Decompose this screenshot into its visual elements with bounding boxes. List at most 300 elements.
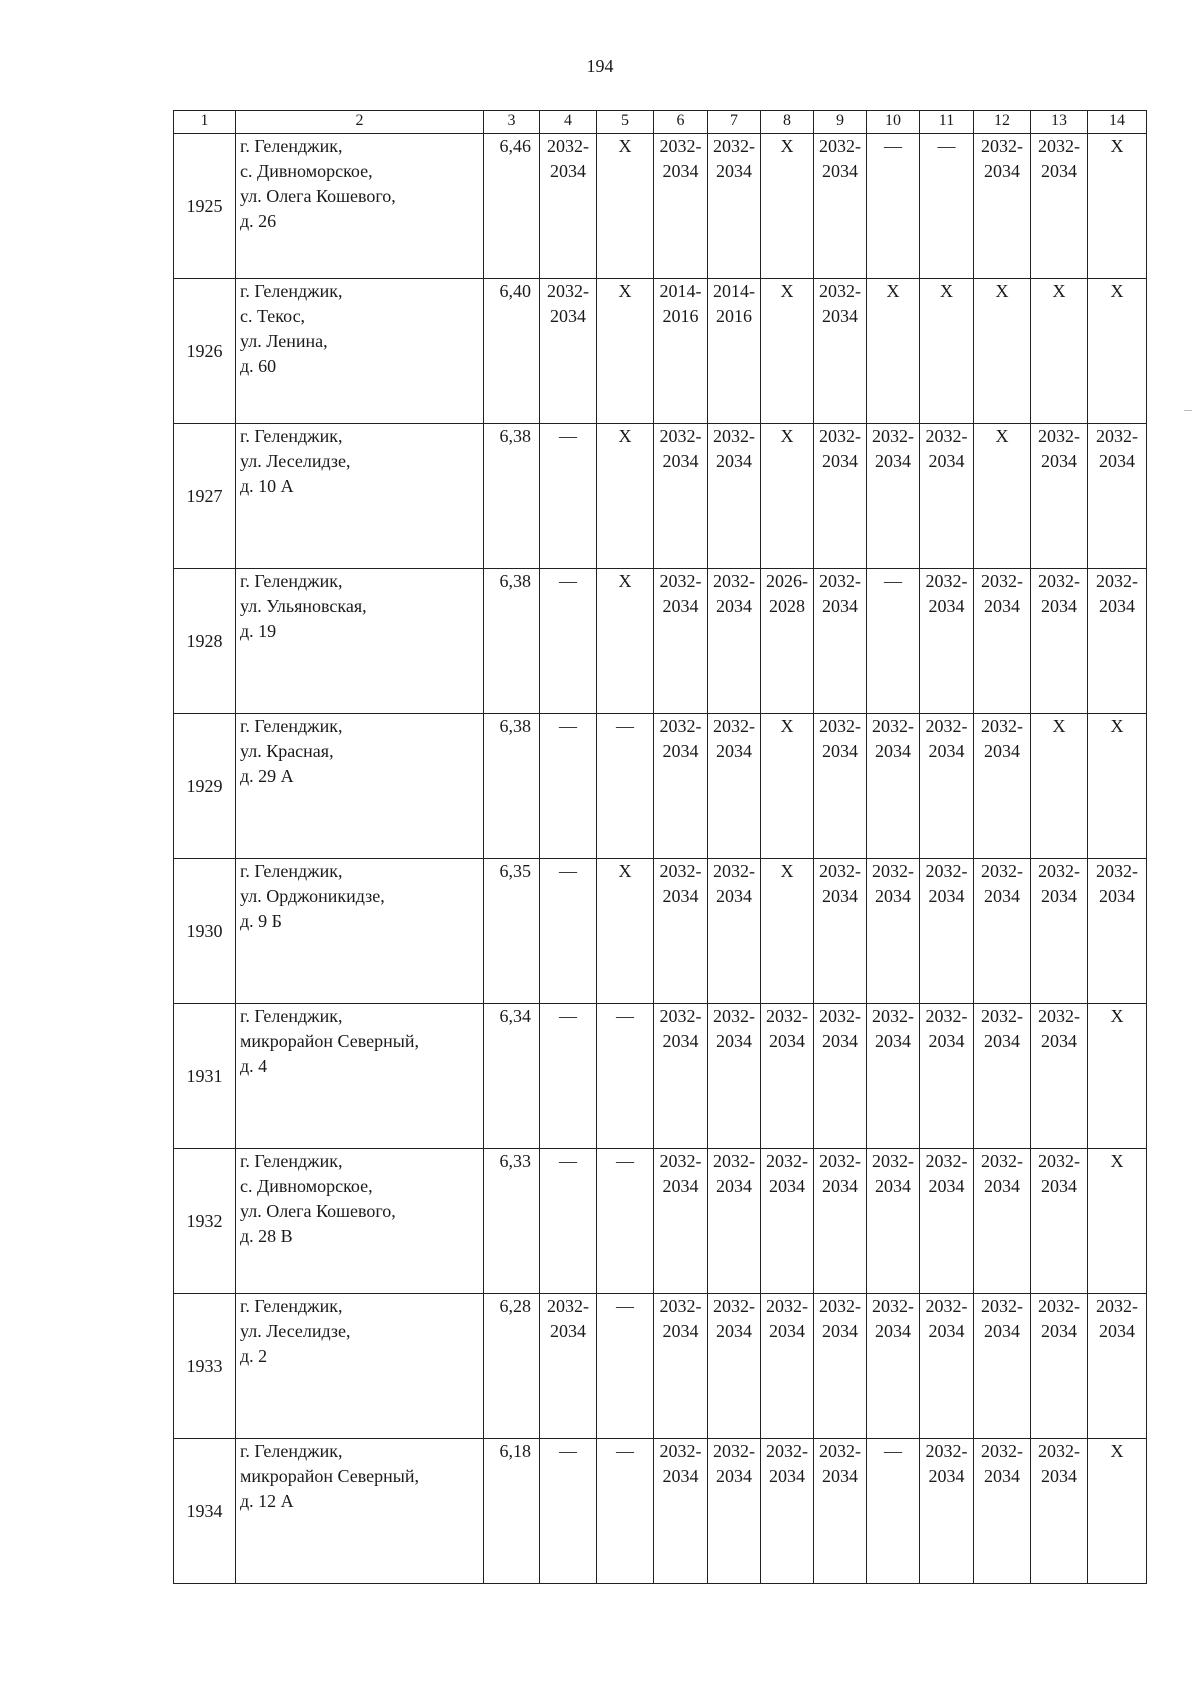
address-line: д. 9 Б <box>240 911 282 931</box>
address-cell <box>236 1439 484 1584</box>
x-cell: X <box>1088 1004 1147 1149</box>
period-end: 2034 <box>875 1176 911 1196</box>
address-line: г. Геленджик, <box>240 1296 343 1316</box>
x-cell: X <box>597 134 654 279</box>
period-start: 2032- <box>547 136 589 156</box>
period-end: 2034 <box>769 1466 805 1486</box>
period-end: 2034 <box>716 1031 752 1051</box>
period-cell <box>974 1294 1031 1439</box>
period-end: 2034 <box>1041 161 1077 181</box>
period-end: 2034 <box>928 1466 965 1486</box>
period-end: 2034 <box>716 161 752 181</box>
dash-cell: — <box>597 1294 654 1439</box>
period-start: 2032- <box>872 1006 914 1026</box>
period-cell <box>1031 1004 1088 1149</box>
rate-cell: 6,18 <box>484 1439 540 1584</box>
period-start: 2032- <box>981 1006 1023 1026</box>
dash-cell: — <box>867 569 920 714</box>
address-line: с. Дивноморское, <box>240 161 373 181</box>
period-start: 2032- <box>872 1296 914 1316</box>
period-start: 2032- <box>713 426 755 446</box>
period-start: 2032- <box>547 281 589 301</box>
address-line: с. Дивноморское, <box>240 1176 373 1196</box>
period-start: 2032- <box>713 1006 755 1026</box>
rate-cell: 6,38 <box>484 714 540 859</box>
period-cell <box>814 424 867 569</box>
period-start: 2032- <box>713 571 755 591</box>
column-header-8: 8 <box>761 111 814 134</box>
period-cell <box>920 1439 974 1584</box>
period-end: 2034 <box>716 451 752 471</box>
rate-cell: 6,46 <box>484 134 540 279</box>
address-cell <box>236 424 484 569</box>
dash-cell: — <box>540 1004 597 1149</box>
column-header-2: 2 <box>236 111 484 134</box>
period-cell <box>814 1004 867 1149</box>
period-start: 2032- <box>819 1006 861 1026</box>
period-end: 2034 <box>1041 1321 1077 1341</box>
period-cell <box>1088 569 1147 714</box>
column-header-5: 5 <box>597 111 654 134</box>
period-end: 2034 <box>1099 1321 1135 1341</box>
period-start: 2032- <box>713 861 755 881</box>
period-end: 2034 <box>1041 1176 1077 1196</box>
column-header-1: 1 <box>174 111 236 134</box>
column-header-10: 10 <box>867 111 920 134</box>
dash-cell: — <box>597 714 654 859</box>
period-cell <box>1031 1439 1088 1584</box>
period-end: 2034 <box>716 886 752 906</box>
dash-cell: — <box>597 1439 654 1584</box>
rate-cell: 6,33 <box>484 1149 540 1294</box>
column-header-13: 13 <box>1031 111 1088 134</box>
address-cell <box>236 714 484 859</box>
scan-artifact <box>1184 410 1192 411</box>
row-number: 1932 <box>174 1149 236 1294</box>
period-start: 2014- <box>713 281 755 301</box>
address-line: ул. Ульяновская, <box>240 596 367 616</box>
period-start: 2032- <box>713 1151 755 1171</box>
address-line: ул. Красная, <box>240 741 334 761</box>
period-start: 2032- <box>925 1006 968 1026</box>
period-start: 2032- <box>925 716 968 736</box>
period-cell <box>920 1294 974 1439</box>
period-start: 2032- <box>925 1441 968 1461</box>
period-cell <box>1031 1294 1088 1439</box>
period-cell <box>867 1004 920 1149</box>
period-start: 2032- <box>872 426 914 446</box>
period-cell <box>814 569 867 714</box>
period-cell <box>1088 859 1147 1004</box>
address-cell <box>236 1149 484 1294</box>
period-start: 2032- <box>659 1151 702 1171</box>
period-cell <box>867 714 920 859</box>
period-cell <box>974 1149 1031 1294</box>
period-start: 2032- <box>1038 1151 1080 1171</box>
address-line: г. Геленджик, <box>240 861 343 881</box>
period-cell <box>654 569 708 714</box>
x-cell: X <box>597 279 654 424</box>
period-start: 2032- <box>1038 1296 1080 1316</box>
column-header-9: 9 <box>814 111 867 134</box>
address-line: ул. Леселидзе, <box>240 451 351 471</box>
period-end: 2034 <box>662 161 699 181</box>
address-line: г. Геленджик, <box>240 1441 343 1461</box>
period-end: 2034 <box>984 596 1020 616</box>
period-cell <box>654 279 708 424</box>
x-cell: X <box>761 859 814 1004</box>
period-end: 2034 <box>875 886 911 906</box>
period-cell <box>708 279 761 424</box>
period-start: 2032- <box>713 1296 755 1316</box>
period-cell <box>814 279 867 424</box>
period-end: 2034 <box>662 1466 699 1486</box>
table-row <box>174 569 1147 714</box>
period-end: 2034 <box>822 1176 858 1196</box>
period-start: 2032- <box>1038 1006 1080 1026</box>
table-body <box>174 111 1147 1584</box>
period-start: 2032- <box>819 1151 861 1171</box>
period-end: 2034 <box>984 1031 1020 1051</box>
period-start: 2032- <box>981 1151 1023 1171</box>
period-end: 2034 <box>769 1321 805 1341</box>
period-start: 2032- <box>1096 571 1138 591</box>
period-cell <box>708 569 761 714</box>
row-number: 1931 <box>174 1004 236 1149</box>
period-end: 2034 <box>822 1031 858 1051</box>
period-end: 2034 <box>822 161 858 181</box>
period-start: 2032- <box>925 1296 968 1316</box>
period-start: 2032- <box>872 861 914 881</box>
address-cell <box>236 569 484 714</box>
period-start: 2032- <box>819 861 861 881</box>
period-cell <box>920 569 974 714</box>
period-end: 2034 <box>716 1466 752 1486</box>
period-end: 2034 <box>928 596 965 616</box>
period-cell <box>1031 1149 1088 1294</box>
period-cell <box>867 1149 920 1294</box>
period-start: 2032- <box>713 136 755 156</box>
address-line: г. Геленджик, <box>240 571 343 591</box>
x-cell: X <box>1031 279 1088 424</box>
period-start: 2032- <box>819 1296 861 1316</box>
period-start: 2032- <box>1038 426 1080 446</box>
period-cell <box>974 569 1031 714</box>
period-end: 2034 <box>1041 886 1077 906</box>
period-cell <box>540 134 597 279</box>
period-start: 2032- <box>1096 426 1138 446</box>
x-cell: X <box>1088 134 1147 279</box>
period-cell <box>974 1439 1031 1584</box>
period-cell <box>974 859 1031 1004</box>
period-start: 2032- <box>766 1441 808 1461</box>
period-start: 2032- <box>766 1296 808 1316</box>
period-start: 2032- <box>659 426 702 446</box>
address-line: г. Геленджик, <box>240 1006 343 1026</box>
rate-cell: 6,35 <box>484 859 540 1004</box>
period-start: 2032- <box>981 136 1023 156</box>
period-end: 2034 <box>928 741 965 761</box>
dash-cell: — <box>540 1439 597 1584</box>
period-cell <box>761 1149 814 1294</box>
period-cell <box>654 859 708 1004</box>
column-header-12: 12 <box>974 111 1031 134</box>
table-row <box>174 1149 1147 1294</box>
x-cell: X <box>597 859 654 1004</box>
period-end: 2016 <box>716 306 752 326</box>
address-line: д. 60 <box>240 356 277 376</box>
period-cell <box>654 1294 708 1439</box>
address-line: микрорайон Северный, <box>240 1031 419 1051</box>
period-end: 2034 <box>928 1031 965 1051</box>
address-line: г. Геленджик, <box>240 281 343 301</box>
row-number: 1928 <box>174 569 236 714</box>
period-start: 2032- <box>925 571 968 591</box>
period-end: 2034 <box>550 1321 586 1341</box>
period-start: 2032- <box>659 716 702 736</box>
dash-cell: — <box>540 859 597 1004</box>
x-cell: X <box>597 569 654 714</box>
period-end: 2034 <box>550 161 586 181</box>
period-cell <box>867 424 920 569</box>
period-end: 2034 <box>875 1321 911 1341</box>
period-end: 2034 <box>662 1176 699 1196</box>
rate-cell: 6,38 <box>484 569 540 714</box>
period-end: 2034 <box>875 1031 911 1051</box>
header-row <box>174 111 1147 134</box>
period-start: 2032- <box>1038 571 1080 591</box>
period-cell <box>814 859 867 1004</box>
address-line: с. Текос, <box>240 306 306 326</box>
period-end: 2034 <box>1099 596 1135 616</box>
period-end: 2034 <box>984 886 1020 906</box>
address-line: д. 28 В <box>240 1226 293 1246</box>
dash-cell: — <box>540 424 597 569</box>
address-line: д. 29 А <box>240 766 294 786</box>
period-start: 2032- <box>925 426 968 446</box>
row-number: 1930 <box>174 859 236 1004</box>
dash-cell: — <box>597 1004 654 1149</box>
period-start: 2032- <box>547 1296 589 1316</box>
period-end: 2034 <box>662 886 699 906</box>
period-cell <box>708 714 761 859</box>
period-end: 2034 <box>662 1321 699 1341</box>
period-start: 2032- <box>766 1006 808 1026</box>
period-cell <box>708 1439 761 1584</box>
period-end: 2034 <box>769 1031 805 1051</box>
period-end: 2034 <box>822 741 858 761</box>
period-start: 2032- <box>819 571 861 591</box>
repair-schedule-table <box>173 110 1147 1584</box>
address-line: д. 12 А <box>240 1491 294 1511</box>
period-end: 2034 <box>716 741 752 761</box>
period-start: 2032- <box>1096 1296 1138 1316</box>
period-end: 2034 <box>1041 451 1077 471</box>
period-start: 2032- <box>819 281 861 301</box>
table-row <box>174 859 1147 1004</box>
x-cell: X <box>761 279 814 424</box>
table-row <box>174 714 1147 859</box>
period-cell <box>708 134 761 279</box>
address-line: ул. Орджоникидзе, <box>240 886 385 906</box>
period-start: 2032- <box>659 571 702 591</box>
period-cell <box>654 1149 708 1294</box>
period-end: 2034 <box>984 741 1020 761</box>
period-end: 2034 <box>822 886 858 906</box>
address-cell <box>236 859 484 1004</box>
address-line: г. Геленджик, <box>240 1151 343 1171</box>
period-end: 2034 <box>822 306 858 326</box>
address-line: г. Геленджик, <box>240 426 343 446</box>
period-end: 2034 <box>1099 886 1135 906</box>
address-cell <box>236 134 484 279</box>
period-end: 2034 <box>984 1466 1020 1486</box>
period-end: 2034 <box>662 451 699 471</box>
period-cell <box>920 859 974 1004</box>
period-end: 2028 <box>769 596 805 616</box>
column-header-7: 7 <box>708 111 761 134</box>
period-start: 2032- <box>766 1151 808 1171</box>
address-line: ул. Леселидзе, <box>240 1321 351 1341</box>
period-end: 2034 <box>716 1176 752 1196</box>
period-end: 2034 <box>662 741 699 761</box>
period-end: 2034 <box>716 1321 752 1341</box>
period-cell <box>761 1439 814 1584</box>
period-cell <box>1088 424 1147 569</box>
x-cell: X <box>761 714 814 859</box>
period-end: 2034 <box>550 306 586 326</box>
table-row <box>174 134 1147 279</box>
x-cell: X <box>761 424 814 569</box>
address-line: ул. Олега Кошевого, <box>240 186 396 206</box>
period-start: 2032- <box>819 1441 861 1461</box>
dash-cell: — <box>540 714 597 859</box>
period-end: 2034 <box>984 161 1020 181</box>
period-end: 2034 <box>662 596 699 616</box>
x-cell: X <box>1088 1149 1147 1294</box>
period-start: 2032- <box>819 136 861 156</box>
period-cell <box>920 424 974 569</box>
period-cell <box>814 1149 867 1294</box>
address-line: д. 10 А <box>240 476 294 496</box>
period-end: 2034 <box>1099 451 1135 471</box>
column-header-4: 4 <box>540 111 597 134</box>
address-cell <box>236 1294 484 1439</box>
period-start: 2032- <box>713 1441 755 1461</box>
address-line: д. 19 <box>240 621 277 641</box>
period-cell <box>1031 134 1088 279</box>
period-start: 2032- <box>1038 1441 1080 1461</box>
period-cell <box>540 279 597 424</box>
period-end: 2016 <box>662 306 699 326</box>
dash-cell: — <box>597 1149 654 1294</box>
period-end: 2034 <box>1041 1466 1077 1486</box>
period-start: 2032- <box>925 861 968 881</box>
address-line: микрорайон Северный, <box>240 1466 419 1486</box>
period-end: 2034 <box>984 1321 1020 1341</box>
period-end: 2034 <box>822 451 858 471</box>
period-cell <box>974 714 1031 859</box>
x-cell: X <box>974 424 1031 569</box>
column-header-11: 11 <box>920 111 974 134</box>
period-start: 2032- <box>981 1441 1023 1461</box>
rate-cell: 6,34 <box>484 1004 540 1149</box>
period-cell <box>654 1004 708 1149</box>
table-row <box>174 279 1147 424</box>
x-cell: X <box>1031 714 1088 859</box>
period-cell <box>708 859 761 1004</box>
period-start: 2032- <box>659 861 702 881</box>
period-cell <box>1031 424 1088 569</box>
row-number: 1934 <box>174 1439 236 1584</box>
row-number: 1929 <box>174 714 236 859</box>
period-end: 2034 <box>875 741 911 761</box>
x-cell: X <box>920 279 974 424</box>
x-cell: X <box>761 134 814 279</box>
period-start: 2032- <box>981 1296 1023 1316</box>
table-row <box>174 1439 1147 1584</box>
column-header-3: 3 <box>484 111 540 134</box>
period-start: 2032- <box>659 136 702 156</box>
x-cell: X <box>597 424 654 569</box>
period-end: 2034 <box>716 596 752 616</box>
page-number: 194 <box>586 56 614 76</box>
x-cell: X <box>974 279 1031 424</box>
address-line: д. 4 <box>240 1056 268 1076</box>
period-cell <box>654 134 708 279</box>
period-start: 2032- <box>659 1296 702 1316</box>
period-cell <box>708 1149 761 1294</box>
table-row <box>174 1294 1147 1439</box>
row-number: 1927 <box>174 424 236 569</box>
period-cell <box>867 859 920 1004</box>
period-cell <box>1031 859 1088 1004</box>
period-cell <box>974 134 1031 279</box>
period-end: 2034 <box>928 886 965 906</box>
column-header-6: 6 <box>654 111 708 134</box>
period-end: 2034 <box>822 1321 858 1341</box>
row-number: 1933 <box>174 1294 236 1439</box>
period-cell <box>814 714 867 859</box>
period-cell <box>920 1149 974 1294</box>
period-start: 2032- <box>872 716 914 736</box>
period-cell <box>540 1294 597 1439</box>
dash-cell: — <box>867 1439 920 1584</box>
period-start: 2032- <box>713 716 755 736</box>
period-end: 2034 <box>822 1466 858 1486</box>
period-end: 2034 <box>928 1321 965 1341</box>
period-start: 2032- <box>1038 136 1080 156</box>
period-end: 2034 <box>984 1176 1020 1196</box>
period-start: 2032- <box>659 1006 702 1026</box>
address-line: ул. Олега Кошевого, <box>240 1201 396 1221</box>
dash-cell: — <box>540 1149 597 1294</box>
x-cell: X <box>1088 279 1147 424</box>
column-header-14: 14 <box>1088 111 1147 134</box>
period-start: 2032- <box>819 716 861 736</box>
period-start: 2032- <box>925 1151 968 1171</box>
address-line: д. 26 <box>240 211 277 231</box>
dash-cell: — <box>867 134 920 279</box>
address-cell <box>236 1004 484 1149</box>
period-cell <box>1088 1294 1147 1439</box>
address-line: г. Геленджик, <box>240 136 343 156</box>
period-start: 2032- <box>981 716 1023 736</box>
period-cell <box>1031 569 1088 714</box>
period-start: 2032- <box>872 1151 914 1171</box>
period-end: 2034 <box>662 1031 699 1051</box>
x-cell: X <box>1088 1439 1147 1584</box>
